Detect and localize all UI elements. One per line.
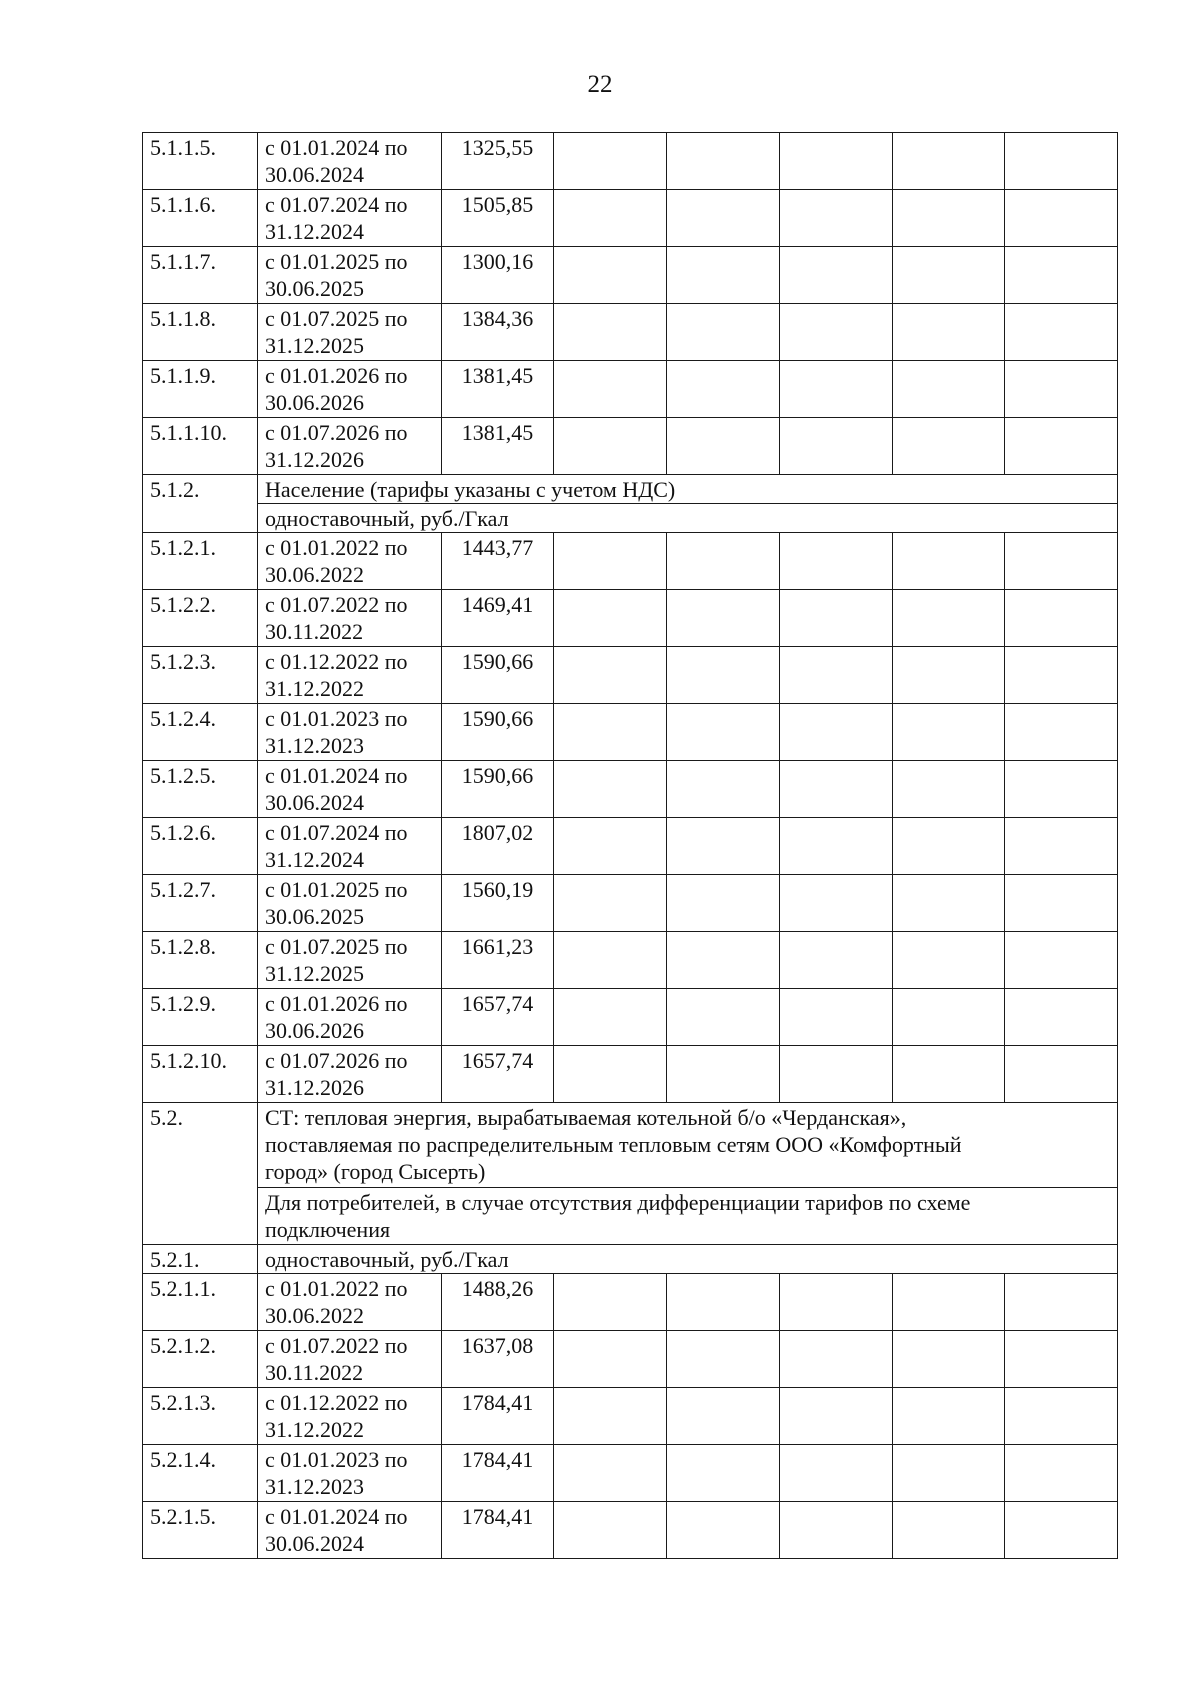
period-line: 30.06.2025 bbox=[265, 904, 364, 929]
group-title-line: Для потребителей, в случае отсутствия дифференциации тарифов по схеме bbox=[265, 1190, 971, 1215]
table-row bbox=[143, 190, 1118, 247]
table-row bbox=[143, 818, 1118, 875]
tariff-period bbox=[258, 418, 442, 475]
empty-cell bbox=[667, 875, 780, 932]
row-number: 5.1.2.3. bbox=[143, 647, 258, 704]
empty-cell bbox=[1005, 818, 1118, 875]
empty-cell bbox=[554, 989, 667, 1046]
period-line: 30.11.2022 bbox=[265, 1360, 364, 1385]
row-number: 5.1.2.4. bbox=[143, 704, 258, 761]
empty-cell bbox=[1005, 1445, 1118, 1502]
group-number: 5.1.2. bbox=[143, 475, 258, 533]
empty-cell bbox=[893, 1445, 1005, 1502]
table-row bbox=[143, 1445, 1118, 1502]
tariff-period bbox=[258, 1331, 442, 1388]
empty-cell bbox=[554, 1445, 667, 1502]
empty-cell bbox=[780, 818, 893, 875]
table-row bbox=[143, 1331, 1118, 1388]
row-number: 5.1.2.9. bbox=[143, 989, 258, 1046]
empty-cell bbox=[554, 590, 667, 647]
period-line: 31.12.2026 bbox=[265, 447, 364, 472]
group-title-line: СТ: тепловая энергия, вырабатываемая котельной б/о «Черданская», bbox=[265, 1105, 907, 1130]
table-row bbox=[143, 647, 1118, 704]
empty-cell bbox=[1005, 533, 1118, 590]
table-row bbox=[143, 533, 1118, 590]
tariff-period bbox=[258, 304, 442, 361]
empty-cell bbox=[780, 190, 893, 247]
group-title bbox=[258, 1103, 1118, 1188]
empty-cell bbox=[780, 1502, 893, 1559]
empty-cell bbox=[1005, 1331, 1118, 1388]
group-title bbox=[258, 475, 1118, 504]
empty-cell bbox=[780, 1331, 893, 1388]
row-number: 5.1.2.5. bbox=[143, 761, 258, 818]
period-line: с 01.01.2024 по bbox=[265, 135, 408, 160]
empty-cell bbox=[667, 818, 780, 875]
period-line: с 01.07.2024 по bbox=[265, 192, 408, 217]
empty-cell bbox=[893, 190, 1005, 247]
empty-cell bbox=[554, 1274, 667, 1331]
tariff-value: 1637,08 bbox=[442, 1331, 554, 1388]
period-line: с 01.07.2026 по bbox=[265, 420, 408, 445]
period-line: 30.06.2026 bbox=[265, 390, 364, 415]
tariff-value: 1505,85 bbox=[442, 190, 554, 247]
empty-cell bbox=[893, 647, 1005, 704]
tariff-value: 1488,26 bbox=[442, 1274, 554, 1331]
period-line: с 01.01.2023 по bbox=[265, 706, 408, 731]
table-row bbox=[143, 761, 1118, 818]
empty-cell bbox=[893, 818, 1005, 875]
row-number: 5.2.1.2. bbox=[143, 1331, 258, 1388]
period-line: 30.06.2024 bbox=[265, 1531, 364, 1556]
empty-cell bbox=[1005, 133, 1118, 190]
table-row bbox=[143, 590, 1118, 647]
group-number: 5.2. bbox=[143, 1103, 258, 1245]
empty-cell bbox=[554, 1331, 667, 1388]
tariff-value: 1300,16 bbox=[442, 247, 554, 304]
empty-cell bbox=[1005, 590, 1118, 647]
tariff-value: 1590,66 bbox=[442, 704, 554, 761]
tariff-period bbox=[258, 932, 442, 989]
period-line: с 01.01.2022 по bbox=[265, 535, 408, 560]
empty-cell bbox=[1005, 1274, 1118, 1331]
period-line: 30.06.2025 bbox=[265, 276, 364, 301]
empty-cell bbox=[554, 304, 667, 361]
group-title-line: поставляемая по распределительным тепловым сетям ООО «Комфортный bbox=[265, 1132, 962, 1157]
period-line: с 01.01.2024 по bbox=[265, 763, 408, 788]
empty-cell bbox=[554, 533, 667, 590]
period-line: с 01.01.2025 по bbox=[265, 877, 408, 902]
empty-cell bbox=[1005, 647, 1118, 704]
tariff-period bbox=[258, 1445, 442, 1502]
tariff-value: 1784,41 bbox=[442, 1445, 554, 1502]
row-number: 5.2.1.4. bbox=[143, 1445, 258, 1502]
empty-cell bbox=[780, 875, 893, 932]
empty-cell bbox=[893, 533, 1005, 590]
tariff-value: 1469,41 bbox=[442, 590, 554, 647]
empty-cell bbox=[554, 818, 667, 875]
period-line: с 01.01.2022 по bbox=[265, 1276, 408, 1301]
empty-cell bbox=[667, 418, 780, 475]
empty-cell bbox=[780, 1274, 893, 1331]
empty-cell bbox=[893, 1046, 1005, 1103]
row-number: 5.1.2.2. bbox=[143, 590, 258, 647]
row-number: 5.2.1.1. bbox=[143, 1274, 258, 1331]
tariff-period bbox=[258, 1046, 442, 1103]
empty-cell bbox=[780, 247, 893, 304]
empty-cell bbox=[780, 133, 893, 190]
empty-cell bbox=[780, 932, 893, 989]
empty-cell bbox=[667, 1502, 780, 1559]
empty-cell bbox=[780, 418, 893, 475]
table-row bbox=[143, 304, 1118, 361]
tariff-period bbox=[258, 761, 442, 818]
empty-cell bbox=[1005, 875, 1118, 932]
empty-cell bbox=[667, 761, 780, 818]
empty-cell bbox=[667, 133, 780, 190]
tariff-period bbox=[258, 533, 442, 590]
empty-cell bbox=[667, 590, 780, 647]
period-line: 30.06.2022 bbox=[265, 1303, 364, 1328]
empty-cell bbox=[554, 932, 667, 989]
group-header-row bbox=[143, 1188, 1118, 1245]
empty-cell bbox=[1005, 247, 1118, 304]
group-title bbox=[258, 1188, 1118, 1245]
empty-cell bbox=[893, 1388, 1005, 1445]
empty-cell bbox=[667, 989, 780, 1046]
empty-cell bbox=[1005, 704, 1118, 761]
empty-cell bbox=[554, 1388, 667, 1445]
tariff-value: 1807,02 bbox=[442, 818, 554, 875]
period-line: 31.12.2022 bbox=[265, 1417, 364, 1442]
tariff-period bbox=[258, 133, 442, 190]
period-line: с 01.01.2026 по bbox=[265, 363, 408, 388]
tariff-period bbox=[258, 647, 442, 704]
empty-cell bbox=[1005, 361, 1118, 418]
tariff-value: 1657,74 bbox=[442, 989, 554, 1046]
empty-cell bbox=[1005, 304, 1118, 361]
period-line: 30.06.2022 bbox=[265, 562, 364, 587]
empty-cell bbox=[780, 533, 893, 590]
table-row bbox=[143, 1502, 1118, 1559]
empty-cell bbox=[667, 247, 780, 304]
empty-cell bbox=[1005, 1046, 1118, 1103]
period-line: 31.12.2024 bbox=[265, 219, 364, 244]
empty-cell bbox=[554, 361, 667, 418]
tariff-table bbox=[142, 132, 1118, 1559]
table-row bbox=[143, 875, 1118, 932]
tariff-period bbox=[258, 989, 442, 1046]
empty-cell bbox=[780, 304, 893, 361]
empty-cell bbox=[554, 647, 667, 704]
period-line: с 01.01.2023 по bbox=[265, 1447, 408, 1472]
table-row bbox=[143, 133, 1118, 190]
empty-cell bbox=[893, 247, 1005, 304]
period-line: с 01.12.2022 по bbox=[265, 649, 408, 674]
group-title-line: Население (тарифы указаны с учетом НДС) bbox=[265, 477, 676, 502]
row-number: 5.1.2.8. bbox=[143, 932, 258, 989]
period-line: 31.12.2025 bbox=[265, 961, 364, 986]
table-row bbox=[143, 932, 1118, 989]
row-number: 5.1.1.6. bbox=[143, 190, 258, 247]
tariff-value: 1325,55 bbox=[442, 133, 554, 190]
tariff-period bbox=[258, 704, 442, 761]
table-row bbox=[143, 418, 1118, 475]
table-row bbox=[143, 1274, 1118, 1331]
group-header-row bbox=[143, 1103, 1118, 1188]
empty-cell bbox=[780, 989, 893, 1046]
row-number: 5.1.1.10. bbox=[143, 418, 258, 475]
empty-cell bbox=[780, 647, 893, 704]
period-line: с 01.07.2022 по bbox=[265, 1333, 408, 1358]
empty-cell bbox=[893, 590, 1005, 647]
row-number: 5.1.2.10. bbox=[143, 1046, 258, 1103]
period-line: 30.11.2022 bbox=[265, 619, 364, 644]
empty-cell bbox=[893, 361, 1005, 418]
row-number: 5.1.2.7. bbox=[143, 875, 258, 932]
empty-cell bbox=[667, 1388, 780, 1445]
tariff-period bbox=[258, 1274, 442, 1331]
empty-cell bbox=[554, 190, 667, 247]
group-title-line: город» (город Сысерть) bbox=[265, 1159, 486, 1184]
period-line: 31.12.2023 bbox=[265, 1474, 364, 1499]
group-header-row bbox=[143, 504, 1118, 533]
empty-cell bbox=[554, 704, 667, 761]
empty-cell bbox=[667, 533, 780, 590]
empty-cell bbox=[893, 875, 1005, 932]
empty-cell bbox=[667, 1445, 780, 1502]
table-row bbox=[143, 989, 1118, 1046]
period-line: с 01.07.2024 по bbox=[265, 820, 408, 845]
empty-cell bbox=[780, 761, 893, 818]
empty-cell bbox=[893, 761, 1005, 818]
empty-cell bbox=[1005, 190, 1118, 247]
tariff-value: 1590,66 bbox=[442, 761, 554, 818]
empty-cell bbox=[780, 1388, 893, 1445]
empty-cell bbox=[554, 1502, 667, 1559]
table-row bbox=[143, 704, 1118, 761]
table-row bbox=[143, 247, 1118, 304]
group-title bbox=[258, 1245, 1118, 1274]
empty-cell bbox=[780, 590, 893, 647]
tariff-value: 1384,36 bbox=[442, 304, 554, 361]
empty-cell bbox=[893, 133, 1005, 190]
row-number: 5.1.1.7. bbox=[143, 247, 258, 304]
empty-cell bbox=[554, 418, 667, 475]
tariff-period bbox=[258, 875, 442, 932]
empty-cell bbox=[780, 1445, 893, 1502]
empty-cell bbox=[554, 1046, 667, 1103]
tariff-value: 1784,41 bbox=[442, 1388, 554, 1445]
period-line: 31.12.2022 bbox=[265, 676, 364, 701]
empty-cell bbox=[893, 704, 1005, 761]
empty-cell bbox=[1005, 418, 1118, 475]
tariff-value: 1590,66 bbox=[442, 647, 554, 704]
empty-cell bbox=[667, 190, 780, 247]
tariff-period bbox=[258, 247, 442, 304]
row-number: 5.2.1.3. bbox=[143, 1388, 258, 1445]
empty-cell bbox=[554, 247, 667, 304]
row-number: 5.1.2.1. bbox=[143, 533, 258, 590]
row-number: 5.1.1.9. bbox=[143, 361, 258, 418]
empty-cell bbox=[780, 1046, 893, 1103]
period-line: 30.06.2024 bbox=[265, 162, 364, 187]
empty-cell bbox=[893, 1502, 1005, 1559]
tariff-period bbox=[258, 590, 442, 647]
period-line: с 01.12.2022 по bbox=[265, 1390, 408, 1415]
period-line: 31.12.2023 bbox=[265, 733, 364, 758]
group-title bbox=[258, 504, 1118, 533]
empty-cell bbox=[667, 647, 780, 704]
table-row bbox=[143, 1046, 1118, 1103]
table-row bbox=[143, 361, 1118, 418]
empty-cell bbox=[780, 361, 893, 418]
period-line: 31.12.2024 bbox=[265, 847, 364, 872]
empty-cell bbox=[780, 704, 893, 761]
table-row bbox=[143, 1388, 1118, 1445]
period-line: с 01.07.2026 по bbox=[265, 1048, 408, 1073]
empty-cell bbox=[893, 989, 1005, 1046]
empty-cell bbox=[893, 932, 1005, 989]
tariff-value: 1560,19 bbox=[442, 875, 554, 932]
row-number: 5.2.1.5. bbox=[143, 1502, 258, 1559]
empty-cell bbox=[1005, 1388, 1118, 1445]
tariff-period bbox=[258, 1502, 442, 1559]
period-line: с 01.01.2024 по bbox=[265, 1504, 408, 1529]
group-title-line: одноставочный, руб./Гкал bbox=[265, 1247, 509, 1272]
empty-cell bbox=[667, 704, 780, 761]
empty-cell bbox=[667, 1274, 780, 1331]
group-number: 5.2.1. bbox=[143, 1245, 258, 1274]
period-line: 31.12.2025 bbox=[265, 333, 364, 358]
empty-cell bbox=[893, 418, 1005, 475]
row-number: 5.1.1.5. bbox=[143, 133, 258, 190]
group-header-row bbox=[143, 475, 1118, 504]
empty-cell bbox=[1005, 989, 1118, 1046]
empty-cell bbox=[1005, 1502, 1118, 1559]
empty-cell bbox=[667, 1331, 780, 1388]
group-header-row bbox=[143, 1245, 1118, 1274]
row-number: 5.1.2.6. bbox=[143, 818, 258, 875]
empty-cell bbox=[667, 304, 780, 361]
period-line: с 01.01.2025 по bbox=[265, 249, 408, 274]
page-number: 22 bbox=[587, 71, 613, 98]
empty-cell bbox=[667, 932, 780, 989]
tariff-value: 1381,45 bbox=[442, 361, 554, 418]
tariff-period bbox=[258, 818, 442, 875]
empty-cell bbox=[554, 133, 667, 190]
tariff-value: 1443,77 bbox=[442, 533, 554, 590]
period-line: 30.06.2026 bbox=[265, 1018, 364, 1043]
tariff-value: 1784,41 bbox=[442, 1502, 554, 1559]
empty-cell bbox=[893, 304, 1005, 361]
empty-cell bbox=[554, 875, 667, 932]
empty-cell bbox=[554, 761, 667, 818]
empty-cell bbox=[1005, 761, 1118, 818]
period-line: с 01.07.2025 по bbox=[265, 934, 408, 959]
period-line: с 01.01.2026 по bbox=[265, 991, 408, 1016]
empty-cell bbox=[667, 361, 780, 418]
tariff-value: 1381,45 bbox=[442, 418, 554, 475]
period-line: 30.06.2024 bbox=[265, 790, 364, 815]
empty-cell bbox=[667, 1046, 780, 1103]
period-line: с 01.07.2022 по bbox=[265, 592, 408, 617]
empty-cell bbox=[1005, 932, 1118, 989]
group-title-line: подключения bbox=[265, 1217, 391, 1242]
empty-cell bbox=[893, 1331, 1005, 1388]
tariff-value: 1661,23 bbox=[442, 932, 554, 989]
tariff-period bbox=[258, 1388, 442, 1445]
group-title-line: одноставочный, руб./Гкал bbox=[265, 506, 509, 531]
period-line: 31.12.2026 bbox=[265, 1075, 364, 1100]
period-line: с 01.07.2025 по bbox=[265, 306, 408, 331]
row-number: 5.1.1.8. bbox=[143, 304, 258, 361]
tariff-period bbox=[258, 190, 442, 247]
tariff-period bbox=[258, 361, 442, 418]
tariff-value: 1657,74 bbox=[442, 1046, 554, 1103]
empty-cell bbox=[893, 1274, 1005, 1331]
tariff-table-body bbox=[143, 133, 1118, 1559]
